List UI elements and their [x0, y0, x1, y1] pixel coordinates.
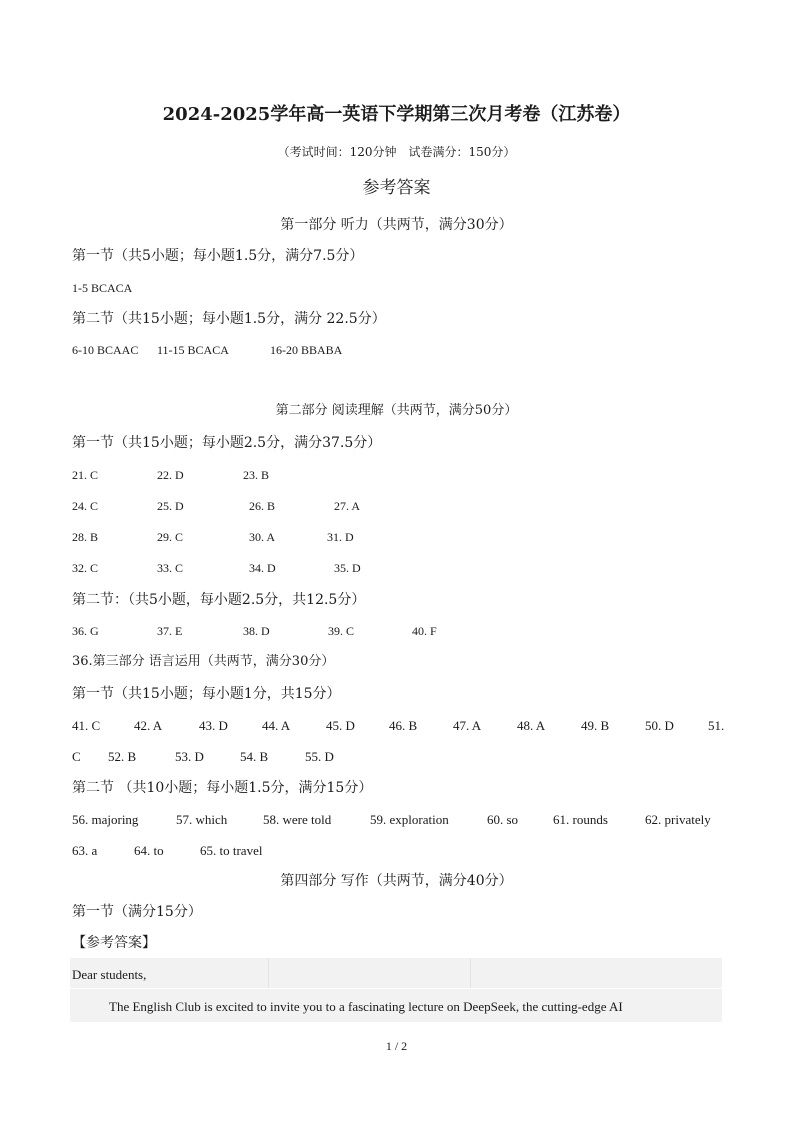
answer-item: 62. privately — [645, 812, 711, 827]
answer-item: 38. D — [243, 624, 270, 638]
answer-item: 48. A — [517, 718, 546, 733]
answer-heading: 参考答案 — [362, 178, 431, 198]
part4-section1-heading: 第一节（满分15分） — [72, 904, 202, 920]
answer-item: 47. A — [453, 718, 482, 733]
answer-item: 29. C — [157, 530, 184, 544]
part1-section1-heading: 第一节（共5小题；每小题1.5分，满分7.5分） — [72, 248, 364, 264]
answer-item: 28. B — [72, 530, 99, 544]
answer-item: 25. D — [157, 499, 184, 513]
answer-item: 50. D — [645, 718, 674, 733]
part1-section1-answers: 1-5 BCACA — [72, 281, 133, 295]
part3-heading: 36.第三部分 语言运用（共两节，满分30分） — [72, 654, 335, 669]
answer-item: 54. B — [240, 749, 269, 764]
part3-section1-heading: 第一节（共15小题；每小题1分，共15分） — [72, 686, 341, 702]
answer-item: 39. C — [328, 624, 355, 638]
answer-item: 61. rounds — [553, 812, 608, 827]
answer-item: 40. F — [412, 624, 437, 638]
part1-section2-heading: 第二节（共15小题；每小题1.5分，满分 22.5分） — [72, 311, 386, 327]
answer-item: 55. D — [305, 749, 334, 764]
answer-item: 57. which — [176, 812, 228, 827]
answer-item: 21. C — [72, 468, 99, 482]
part2-section2-heading: 第二节：（共5小题，每小题2.5分，共12.5分） — [72, 592, 366, 608]
exam-info: （考试时间：120分钟 试卷满分：150分） — [277, 145, 516, 159]
part2-section1-heading: 第一节（共15小题；每小题2.5分，满分37.5分） — [72, 435, 382, 451]
answer-item: 64. to — [134, 843, 164, 858]
reference-answer-label: 【参考答案】 — [72, 935, 156, 951]
part1-heading: 第一部分 听力（共两节，满分30分） — [280, 217, 513, 233]
answer-item: 31. D — [327, 530, 354, 544]
answer-item: 27. A — [334, 499, 361, 513]
answer-item: 58. were told — [263, 812, 332, 827]
answer-group: 16-20 BBABA — [270, 343, 343, 357]
answer-item: C — [72, 749, 81, 764]
divider — [70, 988, 722, 989]
answer-item: 63. a — [72, 843, 98, 858]
answer-item: 45. D — [326, 718, 355, 733]
part4-heading: 第四部分 写作（共两节，满分40分） — [280, 873, 513, 889]
answer-item: 46. B — [389, 718, 418, 733]
answer-item: 30. A — [249, 530, 276, 544]
answer-item: 24. C — [72, 499, 99, 513]
answer-item: 42. A — [134, 718, 163, 733]
divider — [268, 958, 269, 988]
answer-item: 49. B — [581, 718, 610, 733]
part3-section2-heading: 第二节 （共10小题；每小题1.5分，满分15分） — [72, 780, 373, 796]
answer-item: 60. so — [487, 812, 519, 827]
answer-item: 36. G — [72, 624, 99, 638]
answer-item: 44. A — [262, 718, 291, 733]
answer-item: 41. C — [72, 718, 101, 733]
divider — [470, 958, 471, 988]
answer-item: 43. D — [199, 718, 228, 733]
letter-salutation: Dear students, — [72, 967, 147, 982]
answer-item: 56. majoring — [72, 812, 139, 827]
answer-item: 59. exploration — [370, 812, 449, 827]
letter-body-line: The English Club is excited to invite you to a fascinating lecture on DeepSeek, the cutting-edge AI — [109, 999, 623, 1014]
answer-item: 65. to travel — [200, 843, 263, 858]
part2-heading: 第二部分 阅读理解（共两节，满分50分） — [275, 403, 518, 418]
answer-item: 52. B — [108, 749, 137, 764]
answer-group: 11-15 BCACA — [157, 343, 229, 357]
document-title: 2024-2025学年高一英语下学期第三次月考卷（江苏卷） — [162, 104, 631, 125]
answer-item: 33. C — [157, 561, 184, 575]
answer-item: 26. B — [249, 499, 276, 513]
answer-item: 32. C — [72, 561, 99, 575]
answer-group: 6-10 BCAAC — [72, 343, 139, 357]
answer-item: 37. E — [157, 624, 183, 638]
answer-item: 34. D — [249, 561, 276, 575]
answer-item: 53. D — [175, 749, 204, 764]
answer-item: 51. — [708, 718, 725, 733]
answer-item: 22. D — [157, 468, 184, 482]
answer-item: 23. B — [243, 468, 270, 482]
answer-item: 35. D — [334, 561, 361, 575]
page-number: 1 / 2 — [385, 1039, 408, 1053]
